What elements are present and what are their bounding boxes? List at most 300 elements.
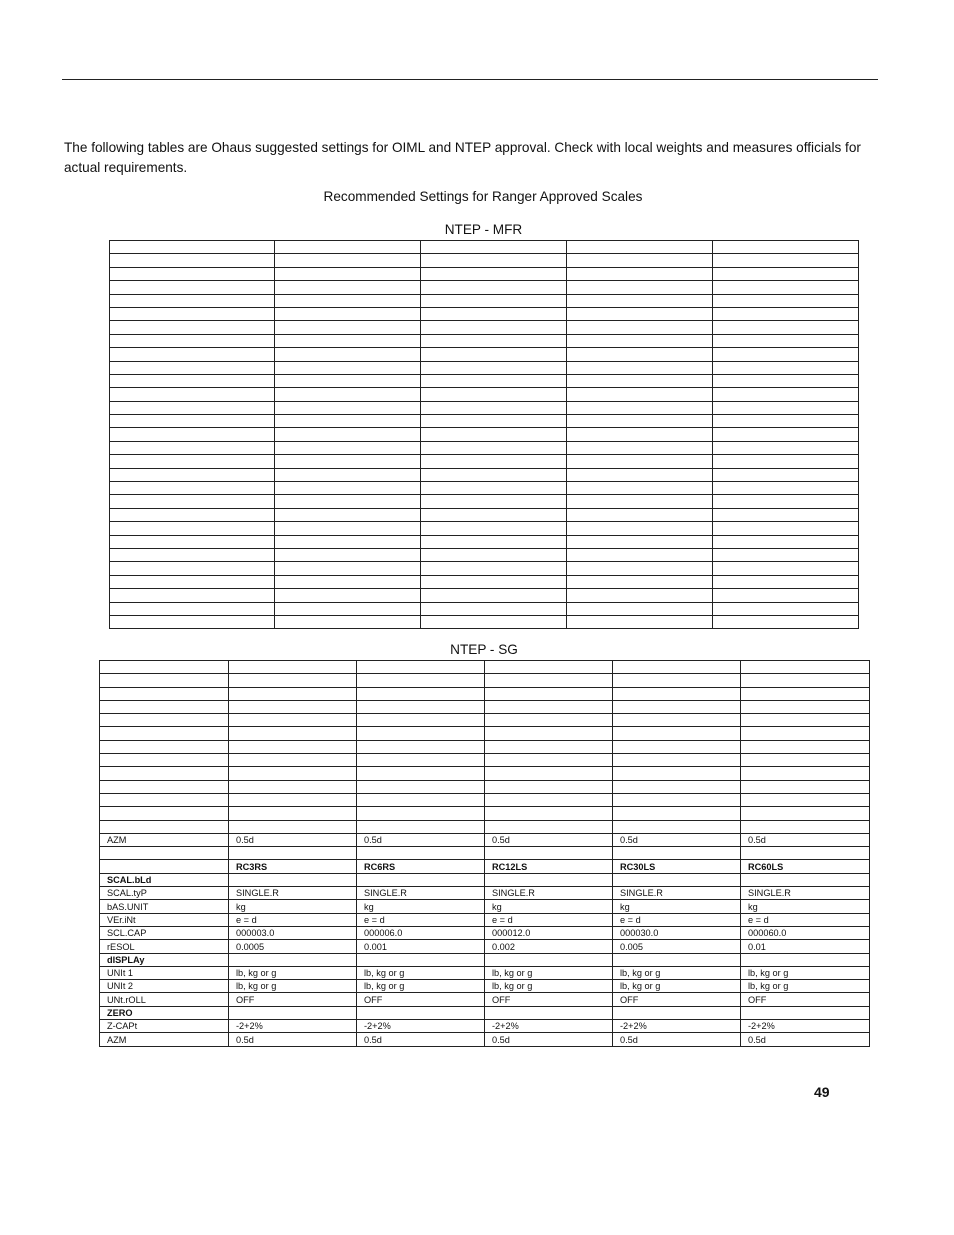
table-cell [275,401,421,414]
table-cell [357,953,485,966]
table-cell: e = d [485,913,613,926]
table-cell [421,307,567,320]
table-cell [100,820,229,833]
table-cell [110,281,275,294]
table-cell [357,700,485,713]
table-cell [741,700,870,713]
table-cell [741,754,870,767]
table-cell [275,294,421,307]
table-row [110,575,859,588]
table-cell [567,575,713,588]
table-cell [229,793,357,806]
table-cell [741,1006,870,1019]
table-cell [485,1006,613,1019]
table-row [110,428,859,441]
table-cell: Z-CAPt [100,1020,229,1033]
table-cell [100,860,229,873]
table-cell [713,508,859,521]
table-cell [275,388,421,401]
table-cell: OFF [741,993,870,1006]
table-cell: RC60LS [741,860,870,873]
table-cell [567,374,713,387]
table-row [100,913,870,926]
table-cell [275,615,421,628]
table-cell: 0.5d [741,1033,870,1046]
table-cell: SINGLE.R [741,887,870,900]
table-cell [485,700,613,713]
table-cell: e = d [357,913,485,926]
table-cell [741,873,870,886]
table-cell [421,441,567,454]
table-cell [100,767,229,780]
table-cell [485,953,613,966]
table-cell [229,767,357,780]
table-cell: SINGLE.R [229,887,357,900]
table-cell [713,535,859,548]
table-cell [421,468,567,481]
table-cell: lb, kg or g [485,966,613,979]
table-cell [567,562,713,575]
table-cell [613,953,741,966]
table-cell [275,267,421,280]
table-row [100,700,870,713]
table-cell [485,820,613,833]
table-cell [110,482,275,495]
table-cell: 0.5d [613,1033,741,1046]
table-cell [485,847,613,860]
table-cell: 0.5d [229,833,357,846]
table-cell [421,615,567,628]
table-cell [485,754,613,767]
table-cell [357,793,485,806]
table-cell [100,793,229,806]
table-row [100,687,870,700]
table-cell: 000012.0 [485,926,613,939]
table-cell: lb, kg or g [229,980,357,993]
table-cell [485,674,613,687]
table-cell [275,281,421,294]
table-cell [713,589,859,602]
table-row [110,455,859,468]
table-row [110,602,859,615]
table-cell [613,873,741,886]
table-cell [567,281,713,294]
header-rule [62,79,878,80]
table-cell [485,873,613,886]
table-cell [713,254,859,267]
table-cell [100,674,229,687]
table-row [110,348,859,361]
table-cell [485,714,613,727]
table-row [100,926,870,939]
table-cell: e = d [229,913,357,926]
table-cell [421,374,567,387]
table-cell [275,441,421,454]
table-cell [613,820,741,833]
table-cell [567,548,713,561]
table-cell [613,700,741,713]
table-row [100,714,870,727]
table-row [100,993,870,1006]
table-cell [613,661,741,674]
table-cell [485,767,613,780]
table-row [100,740,870,753]
table-row [100,780,870,793]
table-cell [613,793,741,806]
table-cell [110,508,275,521]
table-cell [567,415,713,428]
table-cell [357,687,485,700]
table-cell [567,361,713,374]
table-cell [713,575,859,588]
table-cell [110,522,275,535]
table-row [110,441,859,454]
table-cell: 0.5d [485,833,613,846]
table-cell [275,348,421,361]
table-cell: kg [229,900,357,913]
table-cell [110,455,275,468]
table-cell [275,334,421,347]
table-cell [485,793,613,806]
table-cell [741,740,870,753]
table-cell: 000060.0 [741,926,870,939]
table-cell [275,562,421,575]
table-cell [713,388,859,401]
table-cell [613,740,741,753]
table-cell [613,847,741,860]
table-cell [567,468,713,481]
table-cell [421,482,567,495]
table-row [100,873,870,886]
table-cell [713,548,859,561]
table-cell [421,522,567,535]
table-cell [110,361,275,374]
table-cell [613,727,741,740]
table-cell [357,873,485,886]
table-cell [421,548,567,561]
table-cell: 0.5d [357,1033,485,1046]
table-cell [567,307,713,320]
table-cell [229,953,357,966]
table-cell [275,589,421,602]
table-cell [713,482,859,495]
table-cell: 0.0005 [229,940,357,953]
table-cell [100,847,229,860]
table-cell: SINGLE.R [357,887,485,900]
table-cell: UNt.rOLL [100,993,229,1006]
table-cell [275,254,421,267]
table-cell [485,740,613,753]
table-row [100,674,870,687]
table-cell [110,428,275,441]
table-row [110,589,859,602]
table-cell [613,807,741,820]
table-cell [229,754,357,767]
table-cell [275,548,421,561]
table-cell: UNIt 1 [100,966,229,979]
table-row [110,254,859,267]
table-cell: 0.5d [229,1033,357,1046]
table-cell [421,294,567,307]
table-cell [713,307,859,320]
table-cell [110,575,275,588]
table-cell [110,321,275,334]
table-cell [713,522,859,535]
ntep-mfr-table [109,240,859,629]
table-row [100,727,870,740]
table-cell: RC12LS [485,860,613,873]
table-cell [567,334,713,347]
table-cell [229,687,357,700]
table-row [110,482,859,495]
table-cell [567,482,713,495]
table-cell [567,428,713,441]
table-cell: 0.01 [741,940,870,953]
table-cell [613,674,741,687]
table-cell [100,661,229,674]
table-cell [421,415,567,428]
table-cell [110,548,275,561]
table-row [100,1033,870,1046]
table-cell [567,267,713,280]
table-cell [110,294,275,307]
table-row [110,535,859,548]
table-cell: 0.5d [741,833,870,846]
table-cell: lb, kg or g [741,980,870,993]
table-cell [229,727,357,740]
table-cell [713,441,859,454]
table-row [110,374,859,387]
table-cell [421,428,567,441]
table-cell [421,508,567,521]
table-cell [567,321,713,334]
table-row [110,495,859,508]
table-row [100,807,870,820]
table-cell [110,495,275,508]
table-cell [275,522,421,535]
table-cell [275,361,421,374]
table-cell [275,535,421,548]
table-cell: 0.001 [357,940,485,953]
table-cell: AZM [100,1033,229,1046]
table-cell [421,401,567,414]
table-row [100,953,870,966]
table-cell [110,468,275,481]
table-cell [567,495,713,508]
table-cell [229,674,357,687]
table-cell [713,361,859,374]
table-row [110,415,859,428]
table-row [110,615,859,628]
table-row [110,522,859,535]
table-cell [741,661,870,674]
table-cell [275,241,421,254]
table-cell: -2+2% [357,1020,485,1033]
table-cell [567,348,713,361]
table-cell [741,793,870,806]
table-cell [110,334,275,347]
table-cell [713,281,859,294]
table-cell: kg [357,900,485,913]
table-cell [421,348,567,361]
table-cell: ZERO [100,1006,229,1019]
table-cell [713,428,859,441]
table-cell: lb, kg or g [229,966,357,979]
page-number: 49 [814,1084,830,1100]
table-row [100,1020,870,1033]
table-cell [421,334,567,347]
table-cell [421,281,567,294]
table-cell [275,602,421,615]
table-cell [613,1006,741,1019]
sg-table-title: NTEP - SG [450,642,518,657]
table-row [100,966,870,979]
table-cell [229,847,357,860]
table-cell [110,307,275,320]
table-cell [357,780,485,793]
table-cell [421,388,567,401]
table-cell [100,780,229,793]
table-cell [229,661,357,674]
table-cell: AZM [100,833,229,846]
table-cell: lb, kg or g [613,966,741,979]
table-row [100,900,870,913]
table-cell [357,847,485,860]
table-cell [713,562,859,575]
table-row [110,307,859,320]
table-cell: 0.5d [485,1033,613,1046]
table-cell [741,820,870,833]
table-cell: e = d [613,913,741,926]
table-cell [357,1006,485,1019]
table-row [100,887,870,900]
table-cell [741,780,870,793]
table-cell: RC30LS [613,860,741,873]
table-cell [421,535,567,548]
table-cell [100,727,229,740]
table-cell: SINGLE.R [485,887,613,900]
table-cell [421,589,567,602]
table-cell [421,575,567,588]
table-cell [275,374,421,387]
table-cell [100,700,229,713]
table-cell [275,468,421,481]
table-row [110,388,859,401]
table-cell [275,321,421,334]
table-cell [110,441,275,454]
table-row [100,980,870,993]
table-cell: e = d [741,913,870,926]
table-cell [421,267,567,280]
table-row [100,793,870,806]
table-cell: OFF [485,993,613,1006]
table-cell: lb, kg or g [357,980,485,993]
table-cell: rESOL [100,940,229,953]
table-cell [357,714,485,727]
table-cell: kg [485,900,613,913]
table-cell [421,562,567,575]
table-cell [357,807,485,820]
table-cell [741,674,870,687]
table-cell [741,807,870,820]
table-row [110,241,859,254]
table-cell: VEr.iNt [100,913,229,926]
table-row [110,334,859,347]
table-row [110,468,859,481]
table-cell: 000006.0 [357,926,485,939]
table-row [110,548,859,561]
table-cell [713,241,859,254]
table-cell [110,374,275,387]
table-cell [229,820,357,833]
table-cell [275,415,421,428]
table-cell [421,254,567,267]
table-cell [613,780,741,793]
table-row [100,847,870,860]
table-row [110,281,859,294]
table-cell [741,687,870,700]
table-cell [713,455,859,468]
table-cell [275,508,421,521]
table-cell [713,294,859,307]
table-cell: UNIt 2 [100,980,229,993]
table-cell [275,428,421,441]
table-cell: RC6RS [357,860,485,873]
table-cell [485,780,613,793]
section-subtitle: Recommended Settings for Ranger Approved Scales [323,189,643,204]
table-cell: dISPLAy [100,953,229,966]
table-cell [229,780,357,793]
table-row [110,562,859,575]
table-cell [110,348,275,361]
table-cell [100,754,229,767]
table-cell [713,374,859,387]
table-row [100,820,870,833]
table-cell: kg [741,900,870,913]
table-cell: RC3RS [229,860,357,873]
table-cell [275,455,421,468]
table-cell [567,522,713,535]
table-cell [741,714,870,727]
table-cell [110,615,275,628]
table-cell [275,307,421,320]
table-cell [567,602,713,615]
table-cell: lb, kg or g [485,980,613,993]
table-cell [713,615,859,628]
table-cell [713,415,859,428]
table-cell [100,807,229,820]
table-cell: 0.002 [485,940,613,953]
table-cell [229,807,357,820]
table-cell [567,508,713,521]
table-cell [100,687,229,700]
table-cell [357,740,485,753]
table-cell [110,388,275,401]
table-cell: 0.005 [613,940,741,953]
table-cell: lb, kg or g [357,966,485,979]
table-row [100,661,870,674]
ntep-sg-table [99,660,870,1047]
table-cell [741,953,870,966]
table-cell [713,401,859,414]
table-cell [421,321,567,334]
table-cell: SCAL.bLd [100,873,229,886]
table-cell: SCAL.tyP [100,887,229,900]
table-cell [567,589,713,602]
table-row [110,294,859,307]
table-cell [110,267,275,280]
table-cell [613,687,741,700]
